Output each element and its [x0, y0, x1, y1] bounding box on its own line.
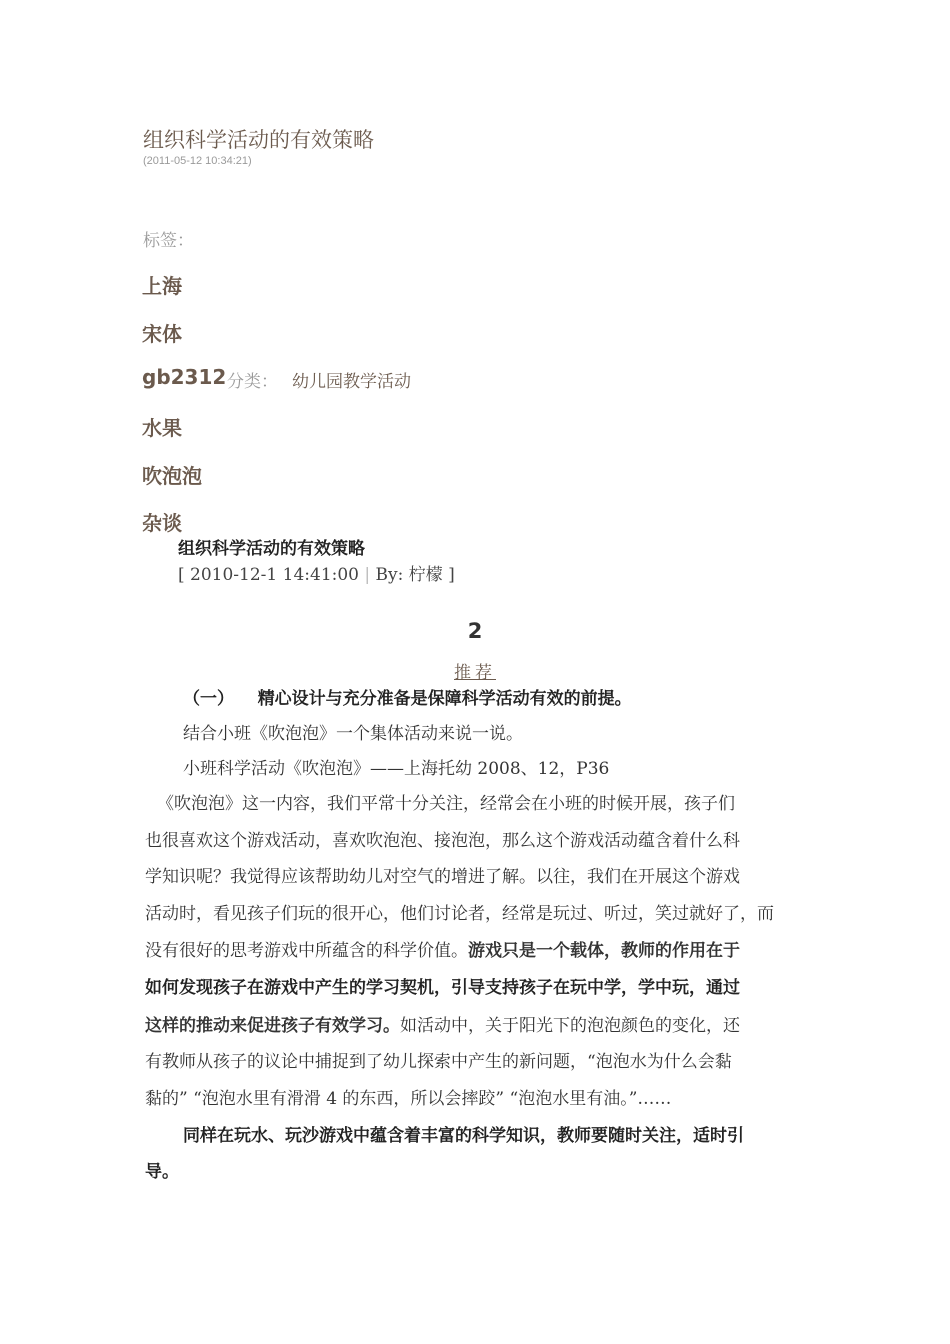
recommend-count: 2: [467, 619, 483, 643]
paragraph-line: 如何发现孩子在游戏中产生的学习契机，引导支持孩子在玩中学，学中玩，通过: [145, 978, 740, 998]
paragraph-line: 活动时，看见孩子们玩的很开心，他们讨论者，经常是玩过、听过，笑过就好了，而: [145, 904, 774, 924]
recommend-link[interactable]: 推荐: [454, 663, 496, 683]
meta-date: [ 2010-12-1 14:41:00: [178, 565, 359, 585]
paragraph-line: [145, 1011, 740, 1036]
section-heading-text: 精心设计与充分准备是保障科学活动有效的前提。: [257, 689, 632, 709]
paragraph-line: 同样在玩水、玩沙游戏中蕴含着丰富的科学知识，教师要随时关注，适时引: [183, 1126, 744, 1146]
paragraph-line: 也很喜欢这个游戏活动，喜欢吹泡泡、接泡泡，那么这个游戏活动蕴含着什么科: [145, 831, 740, 851]
paragraph-text: 没有很好的思考游戏中所蕴含的科学价值。: [145, 941, 468, 961]
meta-separator: |: [364, 565, 371, 585]
section-number: （一）: [183, 689, 234, 709]
paragraph-line: 导。: [145, 1162, 179, 1182]
meta-author: By: 柠檬 ]: [375, 565, 455, 585]
category-link[interactable]: 幼儿园教学活动: [292, 372, 411, 392]
tag-link[interactable]: 吹泡泡: [142, 464, 202, 488]
article-meta: [178, 560, 455, 585]
category-label: 分类：: [227, 372, 278, 392]
paragraph-text: 如活动中，关于阳光下的泡泡颜色的变化，还: [400, 1016, 740, 1036]
tag-link[interactable]: gb2312: [142, 365, 227, 389]
paragraph-line: 有教师从孩子的议论中捕捉到了幼儿探索中产生的新问题，“泡泡水为什么会黏: [145, 1052, 732, 1072]
paragraph-line: 结合小班《吹泡泡》一个集体活动来说一说。: [183, 724, 523, 744]
tags-label: 标签：: [143, 231, 194, 251]
tag-link[interactable]: 宋体: [142, 322, 182, 346]
emphasis-text: 游戏只是一个载体，教师的作用在于: [468, 941, 740, 961]
tag-link[interactable]: 上海: [142, 274, 182, 298]
tag-link[interactable]: 杂谈: [142, 511, 182, 535]
post-title: 组织科学活动的有效策略: [143, 128, 374, 152]
paragraph-line: 学知识呢？我觉得应该帮助幼儿对空气的增进了解。以往，我们在开展这个游戏: [145, 867, 740, 887]
tag-link[interactable]: 水果: [142, 416, 182, 440]
section-heading: [183, 684, 632, 709]
post-date: (2011-05-12 10:34:21): [143, 155, 252, 167]
paragraph-line: [145, 936, 740, 961]
article-title: 组织科学活动的有效策略: [178, 539, 365, 559]
paragraph-line: 《吹泡泡》这一内容，我们平常十分关注，经常会在小班的时候开展，孩子们: [157, 794, 735, 814]
paragraph-line: 小班科学活动《吹泡泡》——上海托幼 2008、12，P36: [183, 759, 610, 779]
paragraph-line: 黏的” “泡泡水里有滑滑 4 的东西，所以会摔跤” “泡泡水里有油。”……: [145, 1089, 672, 1109]
emphasis-text: 这样的推动来促进孩子有效学习。: [145, 1016, 400, 1036]
